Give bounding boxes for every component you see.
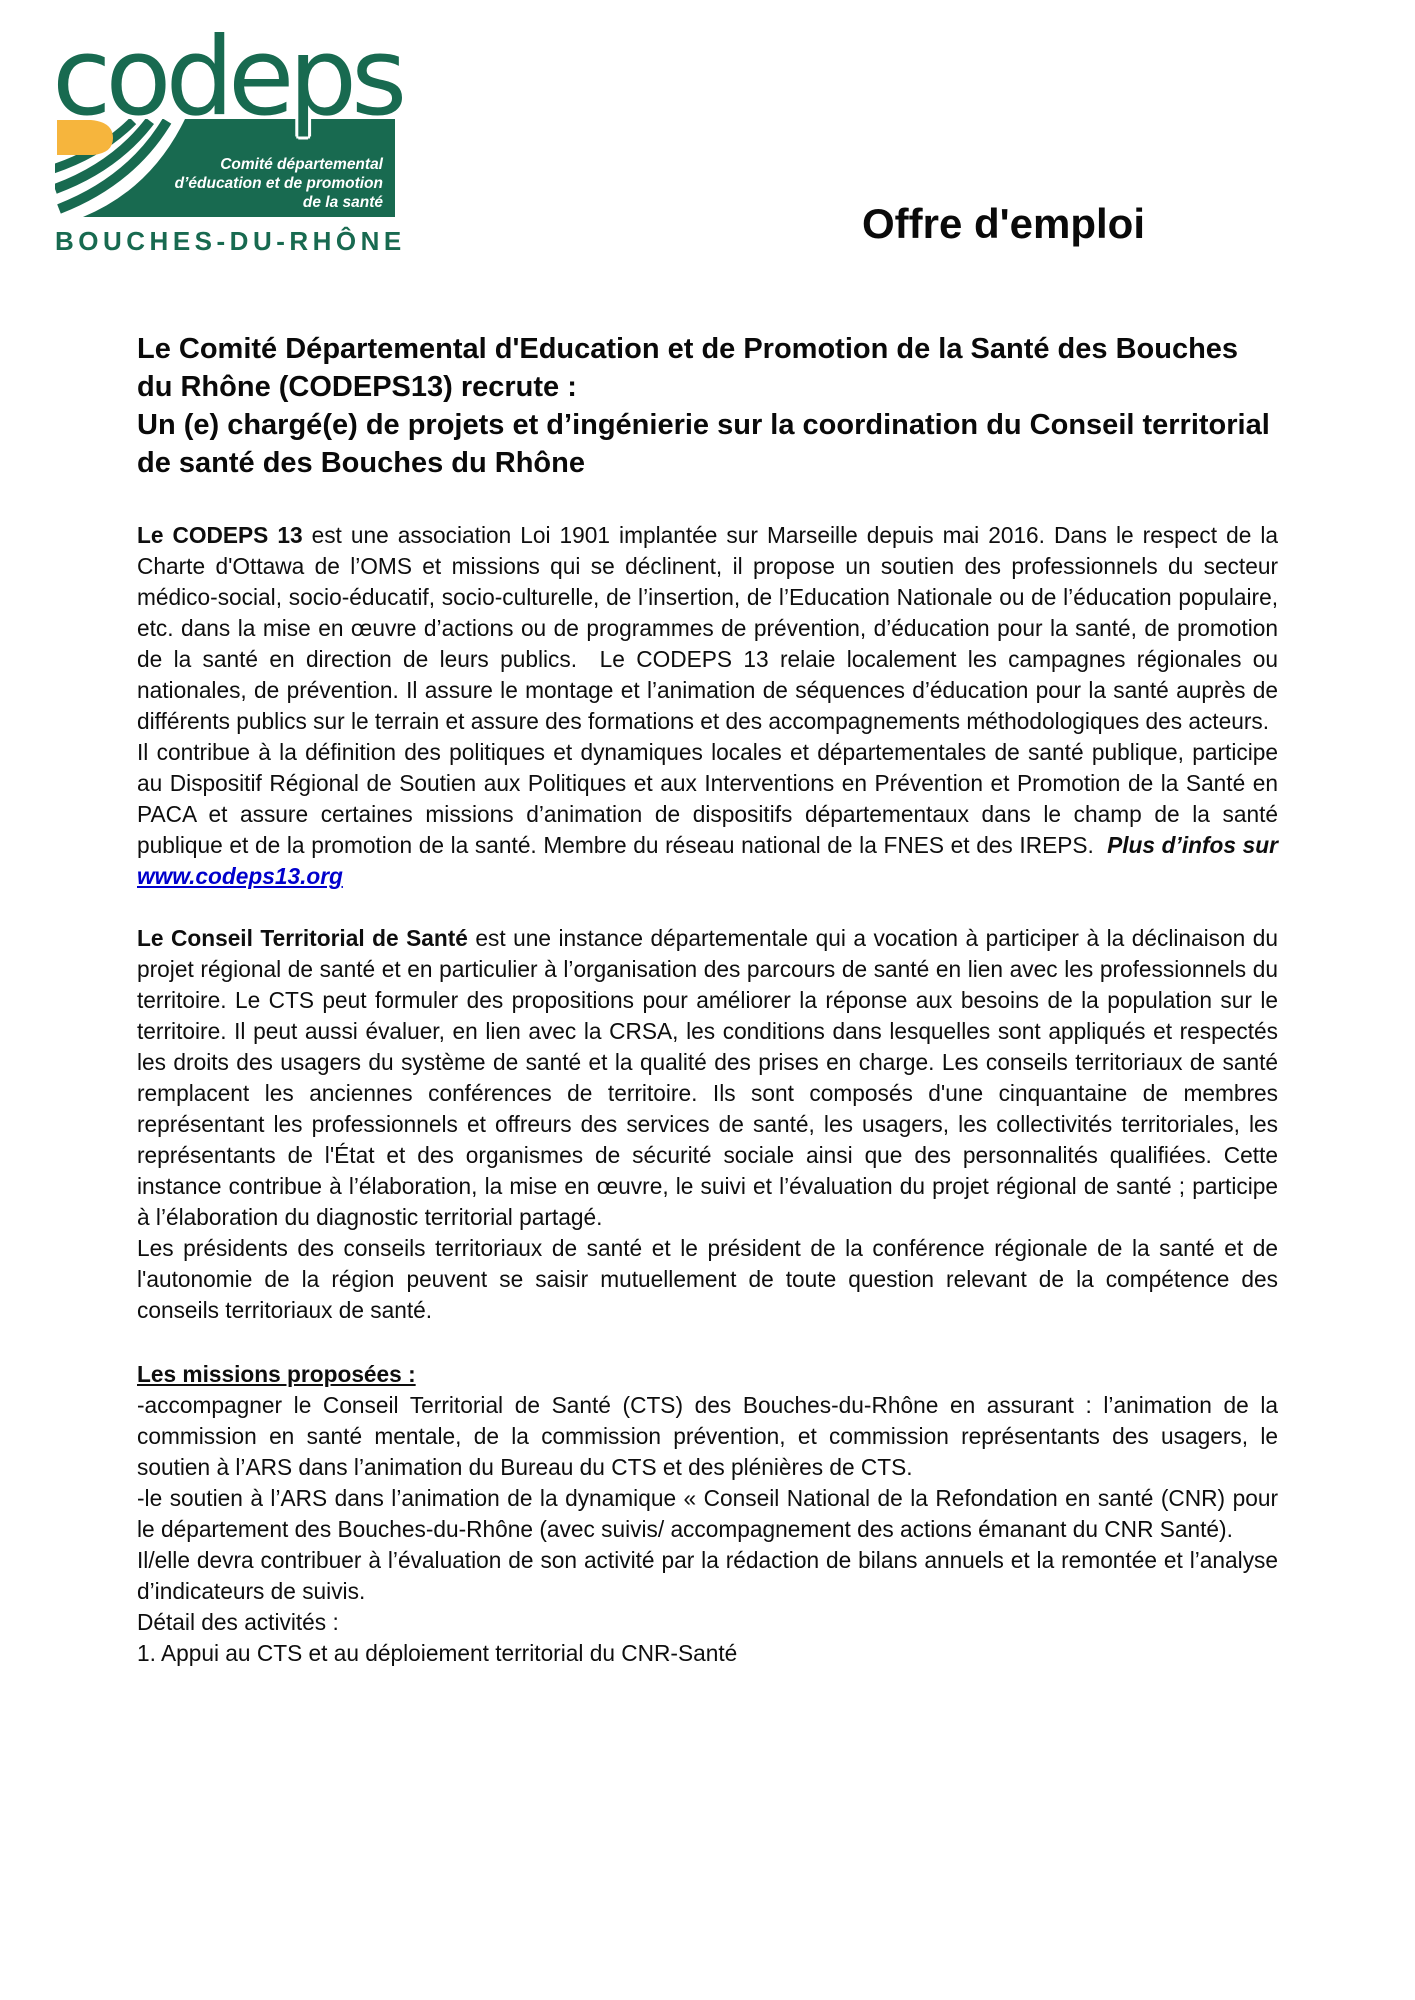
missions-heading-line [137, 1359, 1278, 1390]
cts-presentation-text: est une instance départementale qui a vocation à participer à la déclinaison du projet régional de santé et en particulier à l’organisation des parcours de santé en lien avec les professionnels du territoire. Le CTS peut formuler des propositions pour améliorer la réponse aux besoins de la population sur le territoire. Il peut aussi évaluer, en lien avec la CRSA, les conditions dans lesquelles sont appliqués et respectés les droits des usagers du système de santé et la qualité des prises en charge. Les conseils territoriaux de santé remplacent les anciennes conférences de territoire. Ils sont composés d'une cinquantaine de membres représentant les professionnels et offreurs des services de santé, les usagers, les collectivités territoriales, les représentants de l'État et des organismes de sécurité sociale ainsi que des personnalités qualifiées. Cette instance contribue à l’élaboration, la mise en œuvre, le suivi et l’évaluation du projet régional de santé ; participe à l’élaboration du diagnostic territorial partagé. [137, 925, 1278, 1230]
cts-presidents-paragraph: Les présidents des conseils territoriaux de santé et le président de la conférence régionale de la santé et de l'autonomie de la région peuvent se saisir mutuellement de toute question relevant de la compétence des conseils territoriaux de santé. [137, 1235, 1278, 1323]
missions-section [137, 1359, 1278, 1669]
codeps-contribution-text: Il contribue à la définition des politiques et dynamiques locales et départementales de santé publique, participe au Dispositif Régional de Soutien aux Politiques et aux Interventions en Prévention et Promotion de la Santé en PACA et assure certaines missions d’animation de dispositifs départementaux dans le champ de la santé publique et de la promotion de la santé. Membre du réseau national de la FNES et des IREPS. [137, 739, 1278, 858]
cts-lead-text: Le Conseil Territorial de Santé [137, 925, 468, 951]
codeps-contribution-paragraph [137, 737, 1278, 892]
job-heading-recruiter-line: Le Comité Départemental d'Education et de Promotion de la Santé des Bouches du Rhône (CODEPS13) recrute : [137, 333, 1239, 403]
page-title: Offre d'emploi [862, 200, 1146, 247]
codeps-website-link[interactable]: www.codeps13.org [137, 863, 343, 889]
mission-item-evaluation: Il/elle devra contribuer à l’évaluation de son activité par la rédaction de bilans annuels et la remontée et l’analyse d’indicateurs de suivis. [137, 1547, 1278, 1604]
cts-presentation-paragraph [137, 923, 1278, 1233]
codeps-wordmark: codeps [52, 15, 402, 140]
logo-tagline [175, 155, 383, 212]
mission-item-cts-support: -accompagner le Conseil Territorial de Santé (CTS) des Bouches-du-Rhône en assurant : l’animation de la commission en santé mentale, de la commission prévention, et commission représentants des usagers, le soutien à l’ARS dans l’animation du Bureau du CTS et des plénières de CTS. [137, 1392, 1278, 1480]
codeps-logo [40, 15, 406, 257]
job-heading [137, 330, 1278, 482]
document-body [137, 330, 1278, 1669]
logo-region-label: BOUCHES-DU-RHÔNE [55, 226, 406, 256]
logo-tagline-line3: de la santé [302, 194, 383, 211]
codeps-lead-text: Le CODEPS 13 [137, 522, 303, 548]
activities-detail-label: Détail des activités : [137, 1609, 339, 1635]
codeps-presentation-paragraph [137, 520, 1278, 737]
logo-tagline-line1: Comité départemental [220, 156, 383, 173]
mission-item-ars-cnr-support: -le soutien à l’ARS dans l’animation de la dynamique « Conseil National de la Refondation en santé (CNR) pour le département des Bouches-du-Rhône (avec suivis/ accompagnement des actions émanant du CNR Santé). [137, 1485, 1278, 1542]
job-heading-position-line: Un (e) chargé(e) de projets et d’ingénierie sur la coordination du Conseil territorial de santé des Bouches du Rhône [137, 409, 1270, 479]
missions-heading: Les missions proposées : [137, 1361, 416, 1387]
logo-tagline-line2: d’éducation et de promotion [174, 175, 383, 192]
activity-item-1: 1. Appui au CTS et au déploiement territorial du CNR-Santé [137, 1640, 738, 1666]
codeps-presentation-text: est une association Loi 1901 implantée sur Marseille depuis mai 2016. Dans le respect de la Charte d'Ottawa de l’OMS et missions qui se déclinent, il propose un soutien des professionnels du secteur médico-social, socio-éducatif, socio-culturelle, de l’insertion, de l’Education Nationale ou de l’éducation populaire, etc. dans la mise en œuvre d’actions ou de programmes de prévention, d’éducation pour la santé, de promotion de la santé en direction de leurs publics. Le CODEPS 13 relaie localement les campagnes régionales ou nationales, de prévention. Il assure le montage et l’animation de séquences d’éducation pour la santé auprès de différents publics sur le terrain et assure des formations et des accompagnements méthodologiques des acteurs. [137, 522, 1278, 734]
more-info-label: Plus d’infos sur [1107, 832, 1278, 858]
